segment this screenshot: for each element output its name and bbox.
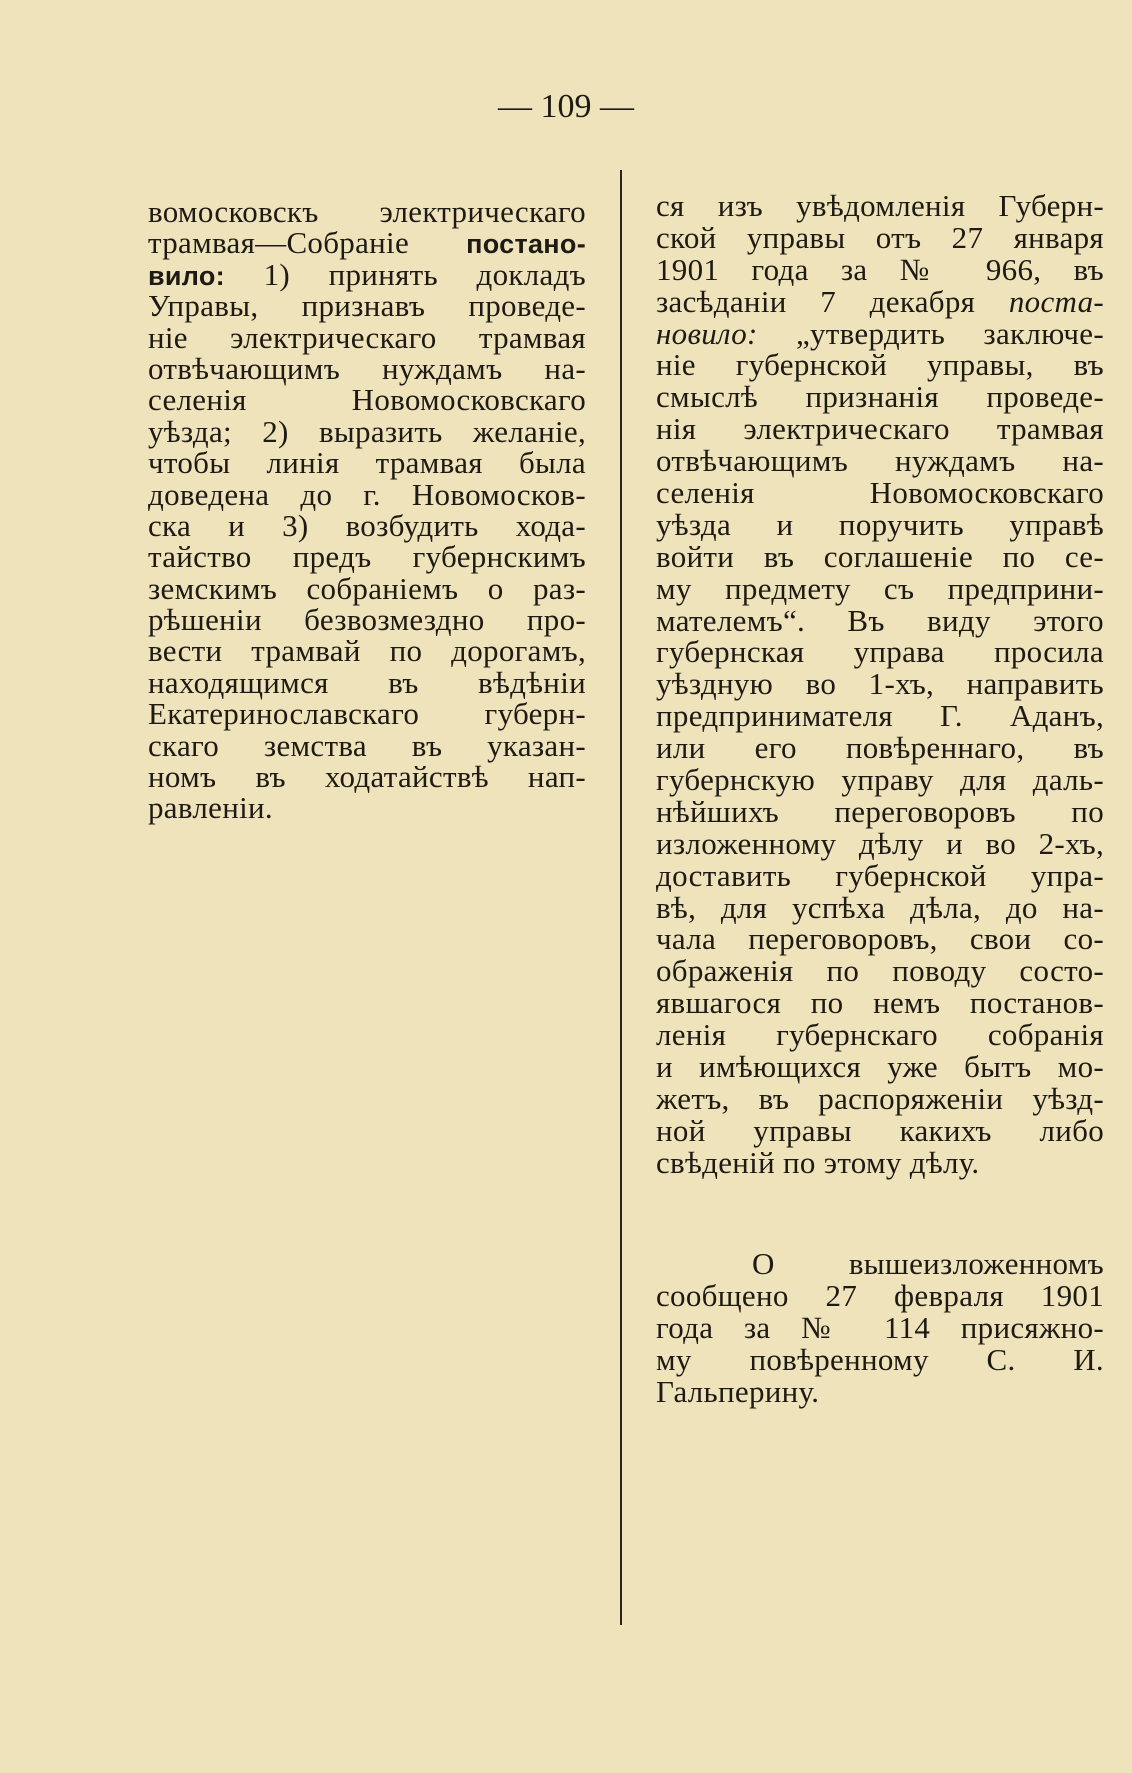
emphasis: постано- — [466, 229, 586, 260]
text-line: свѣденій по этому дѣлу. — [656, 1144, 980, 1180]
text-line: новило: „утвердить заключе- — [656, 315, 1104, 351]
text-line: вѣ, для успѣха дѣла, до на- — [656, 889, 1104, 925]
text-line: явшагося по немъ постанов- — [656, 985, 1104, 1021]
text-line: му предмету съ предприни- — [656, 570, 1104, 606]
text-line: вило: 1) принять докладъ — [148, 256, 586, 292]
text-line: отвѣчающимъ нуждамъ на- — [148, 350, 586, 386]
text-line: войти въ соглашеніе по се- — [656, 538, 1104, 574]
text-line: равленіи. — [148, 790, 273, 826]
text-line: О вышеизложенномъ — [752, 1246, 1104, 1281]
text-line: предпринимателя Г. Аданъ, — [656, 698, 1104, 734]
text-line: ся изъ увѣдомленія Губерн- — [656, 188, 1104, 223]
text-line: ленія губернскаго собранія — [656, 1017, 1104, 1053]
text-line: ніе электрическаго трамвая — [148, 319, 586, 355]
text-line: вомосковскъ электрическаго — [148, 194, 586, 229]
right-column — [656, 190, 1104, 1179]
text-line: ска и 3) возбудить хода- — [148, 507, 586, 543]
text-line: ображенія по поводу состо- — [656, 953, 1104, 989]
text-line: смыслѣ признанія проведе- — [656, 379, 1104, 415]
text-line: земскимъ собраніемъ о раз- — [148, 570, 586, 606]
closing-paragraph — [656, 1248, 1104, 1408]
text-line: му повѣренному С. И. — [656, 1342, 1104, 1377]
emphasis: вило: — [148, 260, 225, 291]
text-line: уѣзда и поручить управѣ — [656, 506, 1104, 542]
text-line: селенія Новомосковскаго — [148, 382, 586, 418]
page-number: — 109 — — [498, 88, 634, 125]
text-line: чтобы линія трамвая была — [148, 445, 586, 481]
text-line: находящимся въ вѣдѣніи — [148, 664, 586, 700]
text-line: скаго земства въ указан- — [148, 727, 586, 763]
text-line: нѣйшихъ переговоровъ по — [656, 793, 1104, 829]
text-line: номъ въ ходатайствѣ нап- — [148, 759, 586, 795]
text-line: уѣзда; 2) выразить желаніе, — [148, 413, 586, 449]
text-line: мателемъ“. Въ виду этого — [656, 602, 1104, 638]
text-line: тайство предъ губернскимъ — [148, 539, 586, 575]
emphasis: поста- — [1008, 283, 1104, 319]
text-line: или его повѣреннаго, въ — [656, 730, 1104, 766]
text-line: отвѣчающимъ нуждамъ на- — [656, 443, 1104, 479]
text-line: ніе губернской управы, въ — [656, 347, 1104, 383]
text-line: изложенному дѣлу и во 2-хъ, — [656, 825, 1104, 861]
text-line: вести трамвай по дорогамъ, — [148, 633, 586, 669]
left-column — [148, 196, 586, 824]
text-line: губернскую управу для даль- — [656, 762, 1104, 798]
text-line: чала переговоровъ, свои со- — [656, 921, 1104, 957]
text-line: нія электрическаго трамвая — [656, 411, 1104, 447]
text-line: года за № 114 присяжно- — [656, 1310, 1104, 1345]
text-line: Екатеринославскаго губерн- — [148, 696, 586, 732]
text-line: Гальперину. — [656, 1374, 820, 1409]
text-line: селенія Новомосковскаго — [656, 475, 1104, 511]
text-line: Управы, признавъ проведе- — [148, 288, 586, 324]
text-line: сообщено 27 февраля 1901 — [656, 1278, 1104, 1313]
text-line: рѣшеніи безвозмездно про- — [148, 602, 586, 638]
text-line: трамвая—Собраніе постано- — [148, 225, 586, 261]
text-line: 1901 года за № 966, въ — [656, 251, 1104, 287]
text-line: засѣданіи 7 декабря поста- — [656, 283, 1104, 319]
text-line: и имѣющихся уже бытъ мо- — [656, 1049, 1104, 1085]
text-line: жетъ, въ распоряженіи уѣзд- — [656, 1080, 1104, 1116]
text-line: ской управы отъ 27 января — [656, 219, 1104, 255]
text-line: доведена до г. Новомосков- — [148, 476, 586, 512]
column-divider — [620, 170, 622, 1625]
text-line: уѣздную во 1-хъ, направить — [656, 666, 1104, 702]
text-line: доставить губернской упра- — [656, 857, 1104, 893]
emphasis: новило: — [656, 315, 758, 351]
text-line: ной управы какихъ либо — [656, 1112, 1104, 1148]
text-line: губернская управа просила — [656, 634, 1104, 670]
